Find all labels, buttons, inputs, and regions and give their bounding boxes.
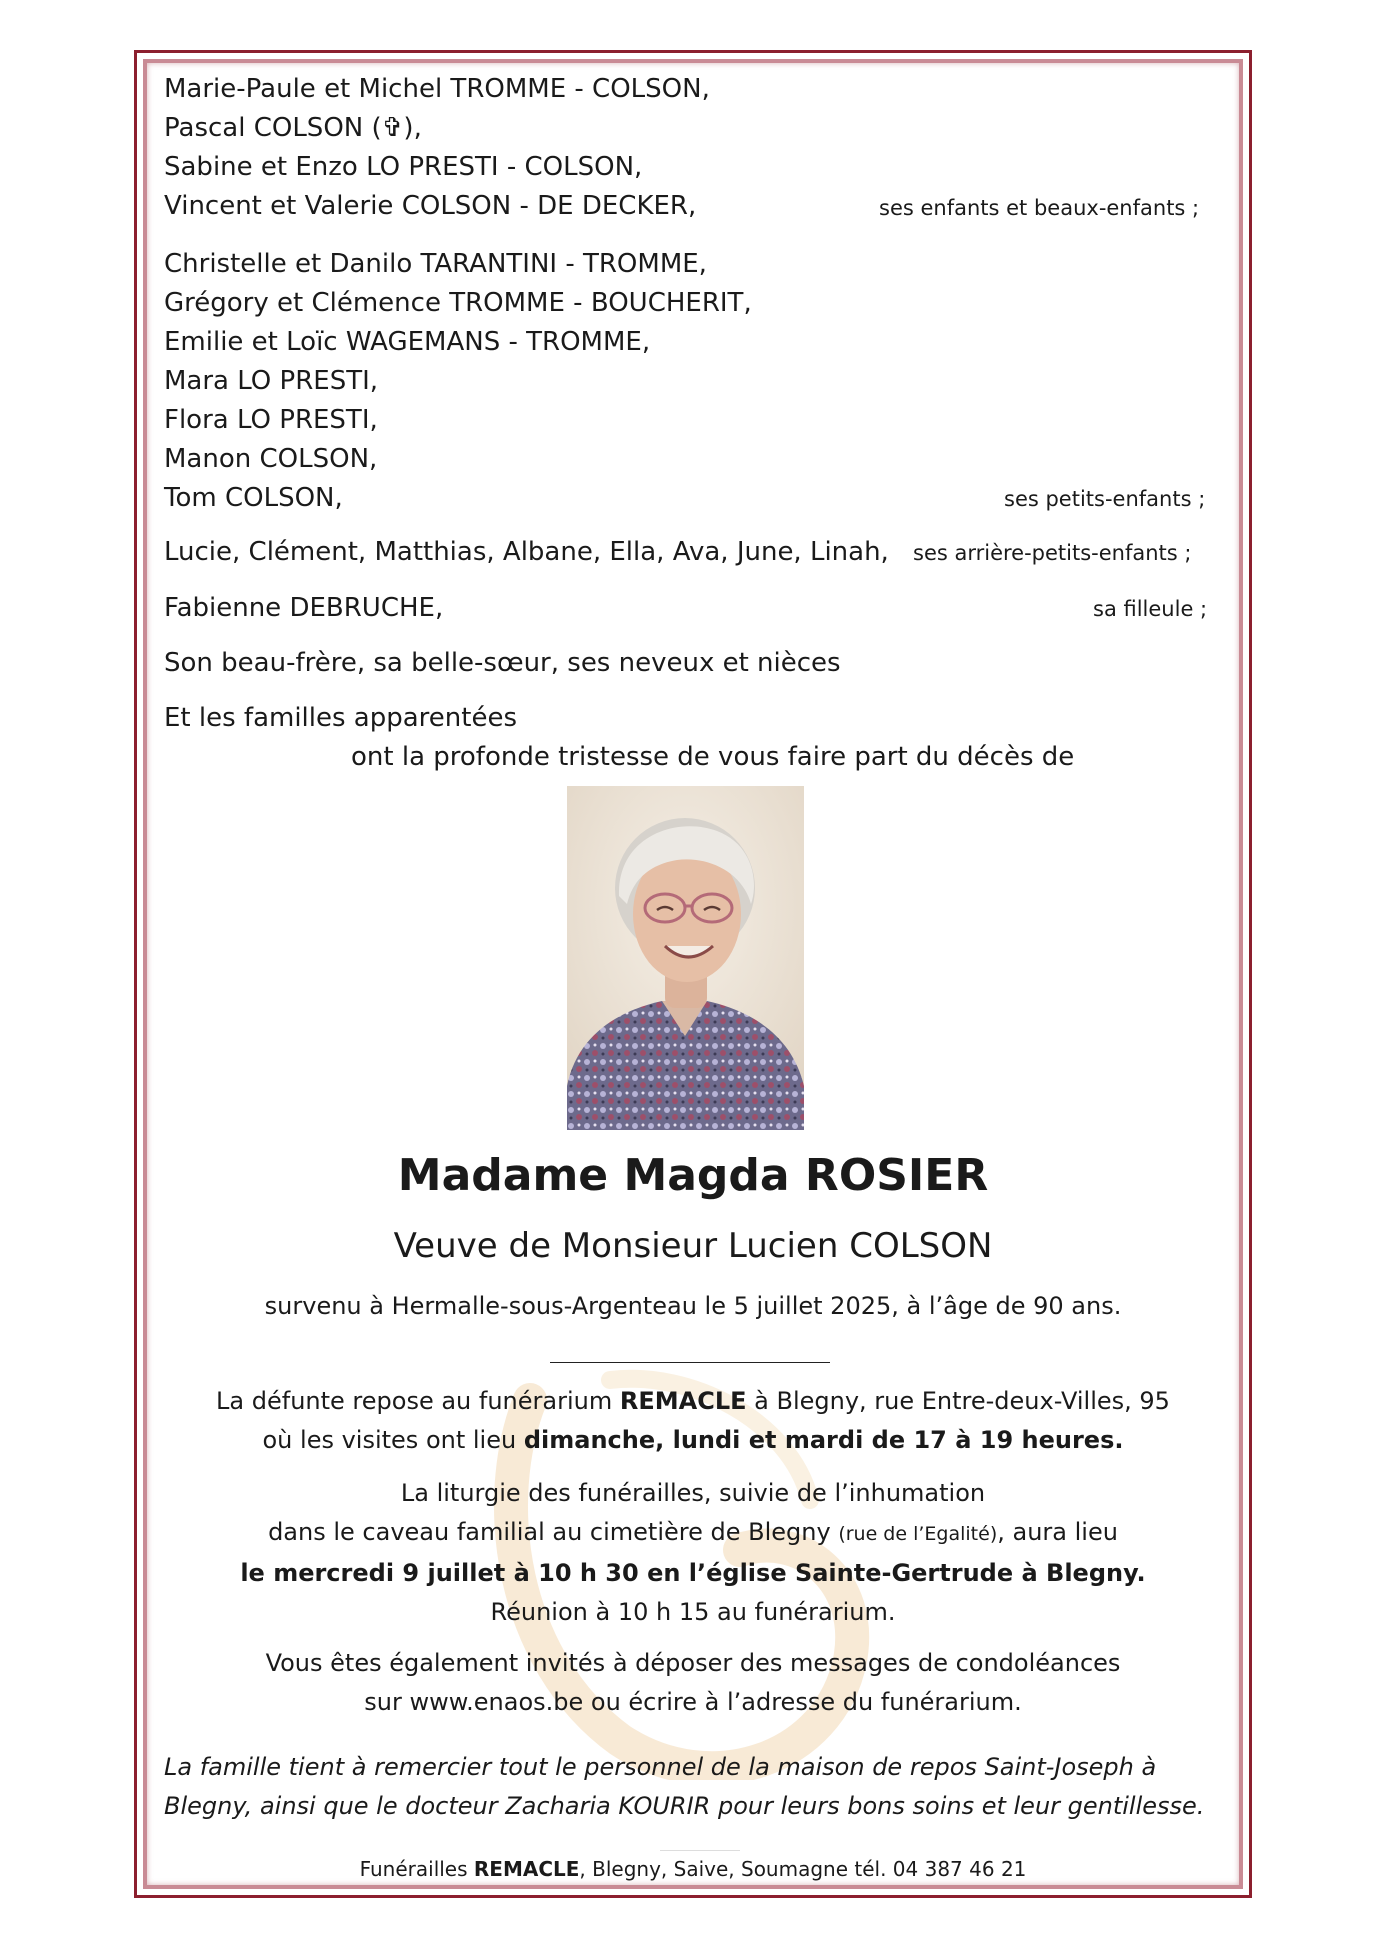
announcement-line: ont la profonde tristesse de vous faire part du décès de [351, 742, 1075, 772]
grandchild-name: Grégory et Clémence TROMME - BOUCHERIT, [164, 288, 752, 318]
condolences-line-1: Vous êtes également invités à déposer des messages de condoléances [265, 1649, 1121, 1677]
cemetery-street: (rue de l’Egalité) [838, 1523, 998, 1545]
thanks-block [164, 1748, 1224, 1826]
visitation-line-1: La défunte repose au funérarium REMACLE à Blegny, rue Entre-deux-Villes, 95 [216, 1387, 1170, 1415]
visitation-line-2: où les visites ont lieu dimanche, lundi et mardi de 17 à 19 heures. [262, 1426, 1124, 1454]
grandchild-name: Manon COLSON, [164, 444, 378, 474]
grandchildren-list [164, 245, 1224, 518]
thanks-line-1: La famille tient à remercier tout le personnel de la maison de repos Saint-Joseph à [164, 1753, 1157, 1781]
portrait-illustration [567, 786, 804, 1130]
funeral-line-2: dans le caveau familial au cimetière de Blegny (rue de l’Egalité), aura lieu [268, 1518, 1118, 1546]
portrait-photo [567, 786, 804, 1130]
divider [550, 1362, 830, 1363]
grandchild-name: Christelle et Danilo TARANTINI - TROMME, [164, 249, 707, 279]
families-line: Et les familles apparentées [164, 703, 518, 733]
thanks-line-2: Blegny, ainsi que le docteur Zacharia KOURIR pour leurs bons soins et leur gentillesse. [164, 1792, 1205, 1820]
great-grandchildren: Lucie, Clément, Matthias, Albane, Ella, Ava, June, Linah, [164, 537, 889, 567]
child-name: Pascal COLSON (✞), [164, 113, 422, 143]
visiting-hours: dimanche, lundi et mardi de 17 à 19 heures. [523, 1426, 1124, 1454]
funeral-line-1: La liturgie des funérailles, suivie de l’inhumation [400, 1479, 986, 1507]
footer-funeral-home: REMACLE [473, 1857, 580, 1881]
death-details: survenu à Hermalle-sous-Argenteau le 5 juillet 2025, à l’âge de 90 ans. [264, 1292, 1122, 1320]
child-name: Sabine et Enzo LO PRESTI - COLSON, [164, 152, 643, 182]
great-grandchildren-relation: ses arrière-petits-enfants ; [913, 541, 1192, 565]
goddaughter: Fabienne DEBRUCHE, [164, 593, 444, 623]
funeral-date-place: le mercredi 9 juillet à 10 h 30 en l’église Sainte-Gertrude à Blegny. [240, 1559, 1146, 1587]
grandchild-name: Tom COLSON, [164, 483, 343, 513]
children-relation: ses enfants et beaux-enfants ; [879, 196, 1200, 220]
widow-of-line: Veuve de Monsieur Lucien COLSON [393, 1226, 993, 1266]
child-name: Vincent et Valerie COLSON - DE DECKER, [164, 191, 697, 221]
visitation-block [146, 1382, 1240, 1460]
grandchildren-relation: ses petits-enfants ; [1004, 487, 1206, 511]
funeral-home-name: REMACLE [619, 1387, 747, 1415]
grandchild-name: Mara LO PRESTI, [164, 366, 379, 396]
grandchild-name: Flora LO PRESTI, [164, 405, 378, 435]
funeral-line-4: Réunion à 10 h 15 au funérarium. [490, 1598, 896, 1626]
funeral-block [146, 1474, 1240, 1632]
funeral-line-3 [146, 1554, 1240, 1593]
footer: Funérailles REMACLE, Blegny, Saive, Soumagne tél. 04 387 46 21 [359, 1857, 1027, 1881]
child-name: Marie-Paule et Michel TROMME - COLSON, [164, 74, 710, 104]
footer-separator [660, 1850, 740, 1851]
goddaughter-relation: sa filleule ; [1093, 597, 1208, 621]
grandchild-name: Emilie et Loïc WAGEMANS - TROMME, [164, 327, 651, 357]
deceased-name: Madame Magda ROSIER [397, 1150, 989, 1201]
inlaws-line: Son beau-frère, sa belle-sœur, ses neveux et nièces [164, 648, 841, 678]
condolences-line-2: sur www.enaos.be ou écrire à l’adresse du funérarium. [364, 1688, 1022, 1716]
condolences-block [146, 1644, 1240, 1722]
